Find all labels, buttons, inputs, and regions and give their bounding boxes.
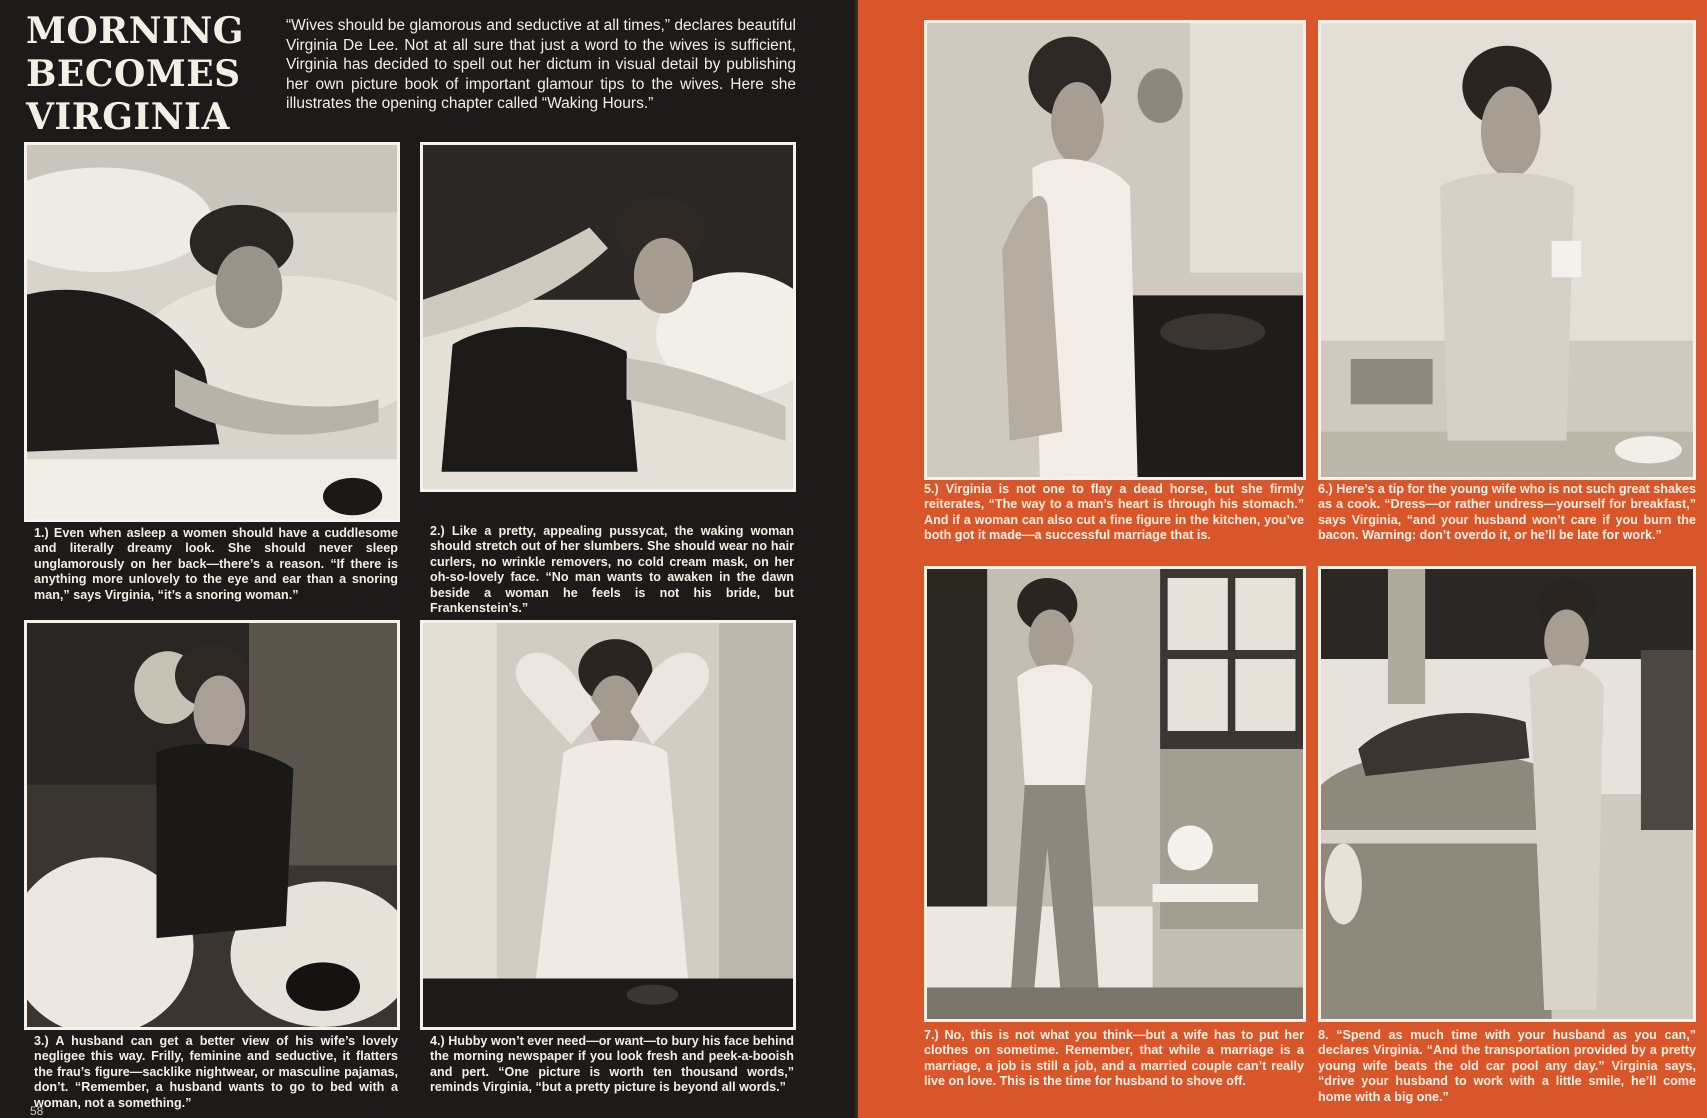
headline-line-2: BECOMES [26, 53, 241, 95]
caption-6: 6.) Here’s a tip for the young wife who is not such great shakes as a cook. “Dress—or rather undress—yourself for breakfast,” says Virginia, “and your husband won’t care if you burn the bacon. Warning: don’t overdo it, or he’ll be late for work.” [1318, 482, 1696, 543]
caption-1: 1.) Even when asleep a women should have a cuddlesome and literally dreamy look. She should never sleep unglamorously on her back—there’s a reason. “If there is anything more unlovely to the eye and ear than a snoring man,” says Virginia, “it’s a snoring woman.” [34, 526, 398, 602]
right-page [858, 0, 1707, 1118]
intro-paragraph: “Wives should be glamorous and seductive at all times,” declares beautiful Virginia De Lee. Not at all sure that just a word to the wives is sufficient, Virginia has decided to spell out her dictum in visual detail by publishing her own picture book of important glamour tips to the wives. Here she illustrates the opening chapter called “Waking Hours.” [286, 17, 796, 112]
photo-6-breakfast [1318, 20, 1696, 480]
caption-7: 7.) No, this is not what you think—but a wife has to put her clothes on sometime. Remember, that while a marriage is a marriage, a job is still a job, and a married couple can’t really live on love. This is the time for husband to shove off. [924, 1028, 1304, 1089]
caption-2: 2.) Like a pretty, appealing pussycat, the waking woman should stretch out of her slumbers. She should wear no hair curlers, no wrinkle removers, no cold cream mask, on her oh-so-lovely face. “No man wants to awaken in the dawn beside a woman he feels is not his bride, but Frankenstein’s.” [430, 524, 794, 616]
caption-3: 3.) A husband can get a better view of his wife’s lovely negligee this way. Frilly, feminine and seductive, it flatters the frau’s figure—sacklike nightwear, or masculine pajamas, don’t. “Remember, a husband wants to go to bed with a woman, not a something.” [34, 1034, 398, 1110]
caption-4: 4.) Hubby won’t ever need—or want—to bury his face behind the morning newspaper if you look fresh and peek-a-booish and pert. “One picture is worth ten thousand words,” reminds Virginia, “but a pretty picture is beyond all words.” [430, 1034, 794, 1095]
headline-line-1: MORNING [26, 10, 245, 52]
photo-8-convertible [1318, 566, 1696, 1022]
article-headline [26, 10, 276, 139]
photo-3-negligee [24, 620, 400, 1030]
page-number: 58 [30, 1104, 44, 1118]
photo-1-sleeping [24, 142, 400, 522]
caption-8: 8. “Spend as much time with your husband as you can,” declares Virginia. “And the transportation provided by a pretty young wife beats the old car pool any day.” Virginia says, “drive your husband to work with a little smile, he’ll come home with a big one.” [1318, 1028, 1696, 1104]
photo-7-dressing [924, 566, 1306, 1022]
photo-2-stretching [420, 142, 796, 492]
photo-4-peignoir [420, 620, 796, 1030]
photo-5-kitchen [924, 20, 1306, 480]
caption-5: 5.) Virginia is not one to flay a dead horse, but she firmly reiterates, “The way to a man’s heart is through his stomach.” And if a woman can also cut a fine figure in the kitchen, you’ve both got it made—a successful marriage that is. [924, 482, 1304, 543]
headline-line-3: VIRGINIA [26, 96, 230, 138]
